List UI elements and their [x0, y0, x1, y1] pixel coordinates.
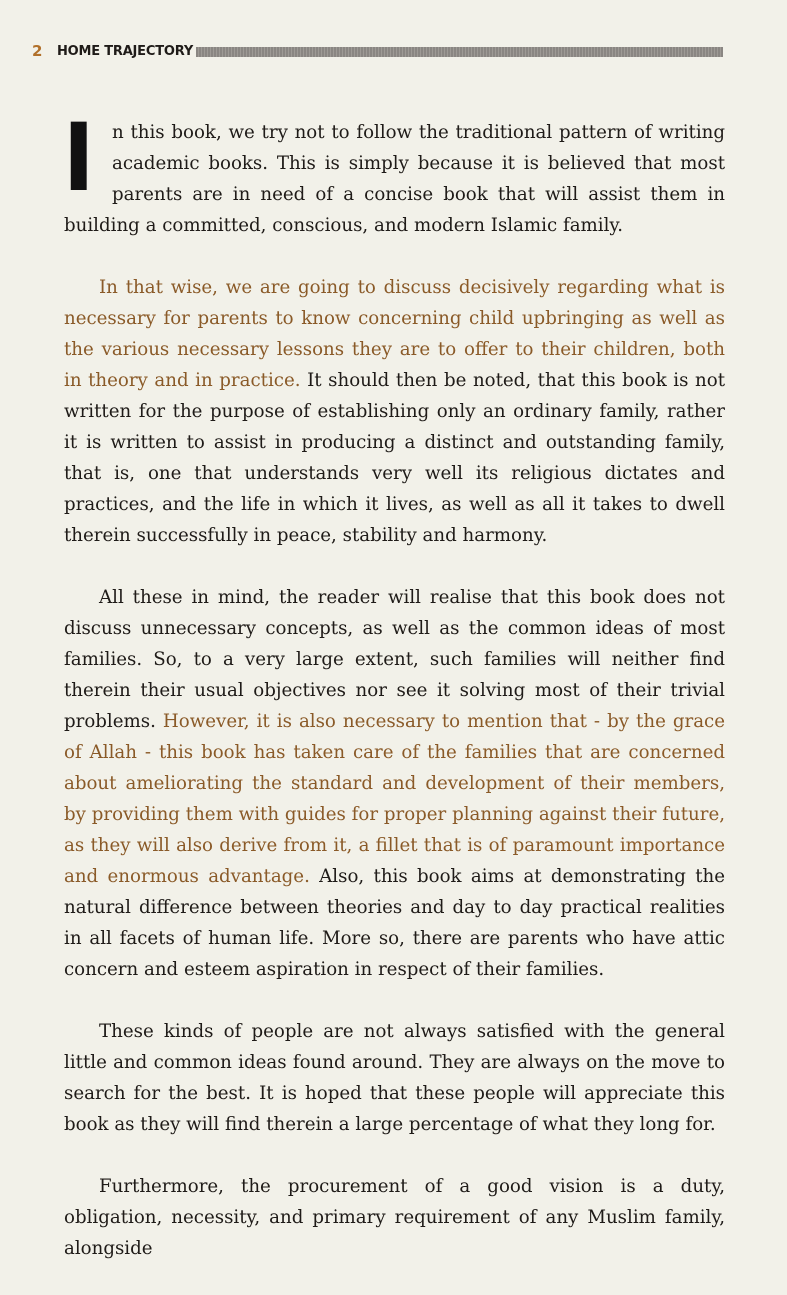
paragraph-4-text: These kinds of people are not always satisfied with the general little and common ideas found around. They are always on the move to search for the best. It is hoped that these people will appreciate this book as they will find therein a large percentage of what they long for. — [64, 1021, 725, 1135]
paragraph-4 — [64, 1016, 725, 1140]
paragraph-3-text-before: All these in mind, the reader will realise that this book does not discuss unnecessary concepts, as well as the common ideas of most families. So, to a very large extent, such families will neither find therein their usual objectives nor see it solving most of their trivial problems. — [64, 587, 725, 732]
book-title: HOME TRAJECTORY — [56, 43, 194, 59]
drop-cap: I — [63, 104, 95, 213]
paragraph-2 — [64, 272, 725, 551]
paragraph-5-text: Furthermore, the procurement of a good vision is a duty, obligation, necessity, and primary requirement of any Muslim family, alongside — [64, 1176, 725, 1259]
paragraph-2-text: It should then be noted, that this book is not written for the purpose of establishing only an ordinary family, rather it is written to assist in producing a distinct and outstanding family, that is, one that understands very well its religious dictates and practices, and the life in which it lives, as well as all it takes to dwell therein successfully in peace, stability and harmony. — [64, 370, 726, 546]
paragraph-2-highlight: In that wise, we are going to discuss decisively regarding what is necessary for parents to know concerning child upbringing as well as the various necessary lessons they are to offer to their children, both in theory and in practice. — [64, 277, 725, 391]
paragraph-3 — [64, 582, 725, 985]
paragraph-5 — [64, 1171, 725, 1264]
body-text — [63, 104, 726, 1295]
paragraph-3-text-after: Also, this book aims at demonstrating the natural difference between theories and day to day practical realities in all facets of human life. More so, there are parents who have attic concern and esteem aspiration in respect of their families. — [64, 866, 725, 980]
paragraph-3-highlight: However, it is also necessary to mention that - by the grace of Allah - this book has taken care of the families that are concerned about ameliorating the standard and development of their members, by providing them with guides for proper planning against their future, as they will also derive from it, a fillet that is of paramount importance and enormous advantage. — [64, 711, 725, 887]
header-rule — [196, 47, 723, 57]
paragraph-1 — [63, 104, 725, 241]
paragraph-1-text: n this book, we try not to follow the traditional pattern of writing academic books. This is simply because it is believed that most parents are in need of a concise book that will assist them in building a committed, conscious, and modern Islamic family. — [64, 122, 725, 236]
page-number: 2 — [32, 42, 43, 60]
running-header — [32, 40, 723, 62]
